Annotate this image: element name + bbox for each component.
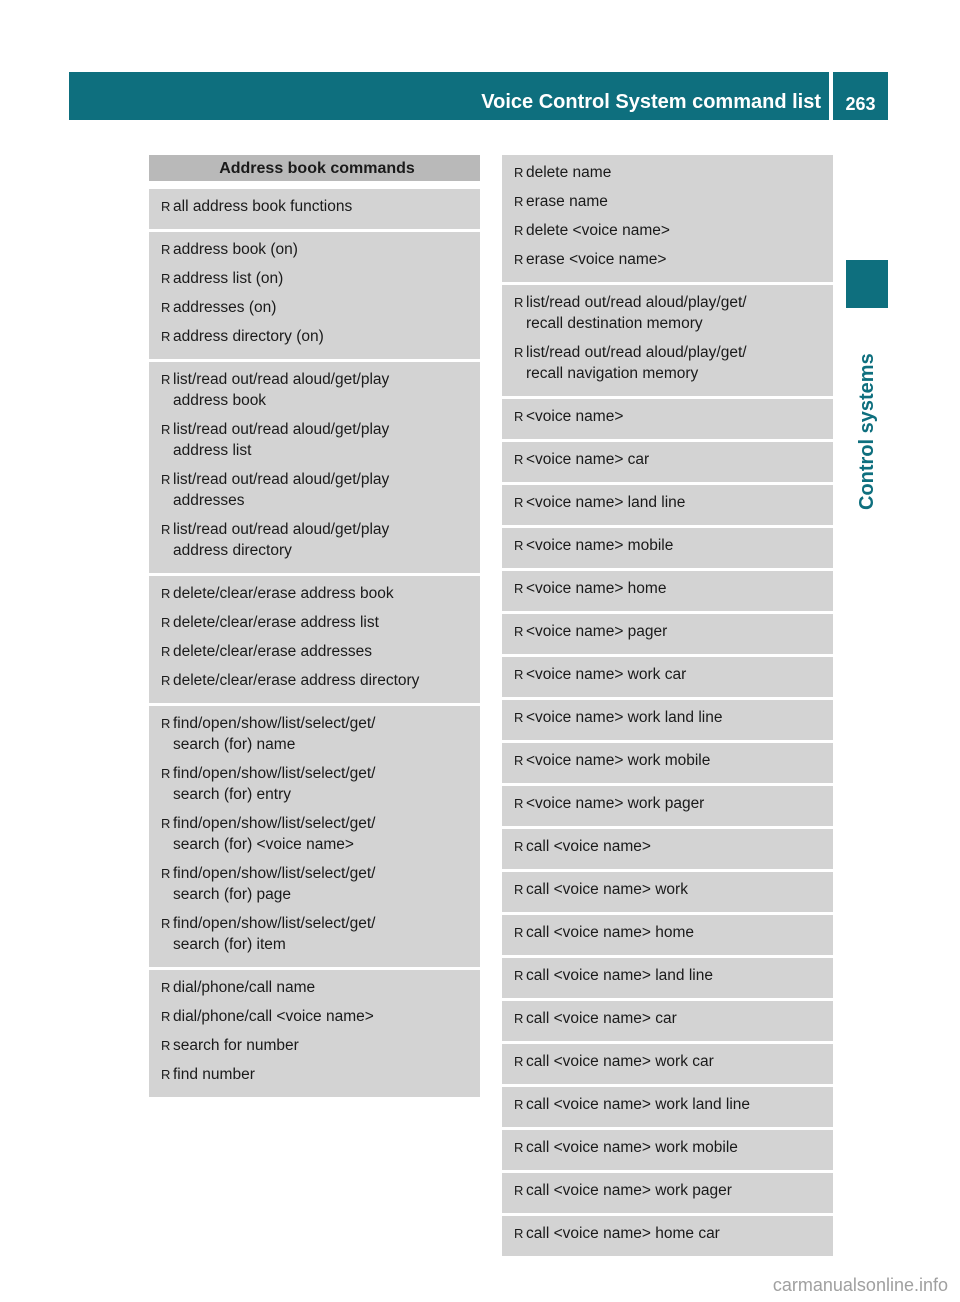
command-group [149, 189, 480, 229]
command-group [502, 743, 833, 783]
bullet-icon: R [514, 753, 524, 768]
bullet-icon: R [514, 882, 524, 897]
command-text: delete/clear/erase address list [173, 614, 379, 631]
table-heading: Address book commands [149, 155, 480, 181]
command-text: list/read out/read aloud/get/play address list [173, 421, 390, 459]
command-text: search for number [173, 1037, 299, 1054]
command-group [502, 829, 833, 869]
page-number: 263 [833, 72, 888, 120]
command-text: find/open/show/list/select/get/ search (for) <voice name> [173, 815, 376, 853]
command-text: call <voice name> work [526, 881, 688, 898]
bullet-icon: R [514, 1226, 524, 1241]
command-item [161, 326, 468, 347]
command-group [502, 786, 833, 826]
command-item [514, 1180, 821, 1201]
bullet-icon: R [161, 766, 171, 781]
command-group [502, 285, 833, 396]
bullet-icon: R [161, 472, 171, 487]
command-group [502, 700, 833, 740]
command-groups [149, 189, 480, 1097]
bullet-icon: R [514, 968, 524, 983]
command-item [161, 297, 468, 318]
command-groups [502, 155, 833, 1256]
command-text: list/read out/read aloud/get/play addresses [173, 471, 390, 509]
command-text: list/read out/read aloud/play/get/ recall destination memory [526, 294, 747, 332]
command-text: delete/clear/erase addresses [173, 643, 373, 660]
command-item [514, 162, 821, 183]
bullet-icon: R [161, 422, 171, 437]
command-text: find/open/show/list/select/get/ search (for) entry [173, 765, 376, 803]
command-text: call <voice name> home [526, 924, 695, 941]
command-group [502, 1001, 833, 1041]
command-item [161, 239, 468, 260]
command-group [149, 232, 480, 359]
command-item [161, 813, 468, 855]
command-item [514, 342, 821, 384]
command-item [161, 1035, 468, 1056]
bullet-icon: R [161, 329, 171, 344]
command-item [161, 612, 468, 633]
bullet-icon: R [514, 409, 524, 424]
command-item [161, 713, 468, 755]
command-text: <voice name> mobile [526, 537, 674, 554]
bullet-icon: R [161, 980, 171, 995]
command-item [161, 977, 468, 998]
command-text: call <voice name> work land line [526, 1096, 751, 1113]
bullet-icon: R [514, 252, 524, 267]
command-item [514, 922, 821, 943]
command-item [161, 670, 468, 691]
command-text: dial/phone/call name [173, 979, 316, 996]
command-text: address list (on) [173, 270, 284, 287]
bullet-icon: R [514, 710, 524, 725]
command-item [514, 836, 821, 857]
command-group [502, 1216, 833, 1256]
command-group [502, 872, 833, 912]
bullet-icon: R [161, 716, 171, 731]
command-group [149, 362, 480, 573]
command-text: <voice name> work mobile [526, 752, 711, 769]
section-tab [846, 260, 888, 308]
command-item [514, 406, 821, 427]
bullet-icon: R [514, 796, 524, 811]
command-group [502, 485, 833, 525]
bullet-icon: R [514, 538, 524, 553]
bullet-icon: R [161, 300, 171, 315]
command-text: <voice name> pager [526, 623, 668, 640]
bullet-icon: R [161, 372, 171, 387]
bullet-icon: R [514, 345, 524, 360]
command-text: delete name [526, 164, 612, 181]
command-item [514, 621, 821, 642]
bullet-icon: R [514, 624, 524, 639]
command-text: <voice name> work land line [526, 709, 723, 726]
command-item [514, 664, 821, 685]
command-item [514, 492, 821, 513]
command-group [149, 706, 480, 967]
command-text: dial/phone/call <voice name> [173, 1008, 374, 1025]
address-book-commands-table [149, 155, 480, 1097]
command-text: list/read out/read aloud/get/play address book [173, 371, 390, 409]
command-text: call <voice name> [526, 838, 651, 855]
command-item [514, 707, 821, 728]
command-group [502, 1044, 833, 1084]
command-item [161, 763, 468, 805]
watermark: carmanualsonline.info [772, 1275, 948, 1295]
page-title: Voice Control System command list [481, 91, 821, 113]
bullet-icon: R [514, 581, 524, 596]
command-item [514, 879, 821, 900]
command-text: <voice name> home [526, 580, 667, 597]
command-item [161, 419, 468, 461]
command-item [161, 519, 468, 561]
bullet-icon: R [514, 452, 524, 467]
command-group [502, 614, 833, 654]
command-text: list/read out/read aloud/play/get/ recall navigation memory [526, 344, 747, 382]
command-item [514, 220, 821, 241]
bullet-icon: R [514, 1097, 524, 1112]
command-text: find/open/show/list/select/get/ search (for) name [173, 715, 376, 753]
command-text: call <voice name> work mobile [526, 1139, 738, 1156]
bullet-icon: R [161, 1067, 171, 1082]
bullet-icon: R [514, 1011, 524, 1026]
bullet-icon: R [161, 242, 171, 257]
command-item [514, 249, 821, 270]
command-group [149, 576, 480, 703]
bullet-icon: R [161, 1009, 171, 1024]
bullet-icon: R [161, 1038, 171, 1053]
bullet-icon: R [161, 522, 171, 537]
command-item [514, 1137, 821, 1158]
command-text: list/read out/read aloud/get/play address directory [173, 521, 390, 559]
command-item [161, 369, 468, 411]
command-item [514, 535, 821, 556]
command-text: <voice name> [526, 408, 624, 425]
command-text: address directory (on) [173, 328, 324, 345]
command-group [502, 1130, 833, 1170]
bullet-icon: R [514, 495, 524, 510]
command-text: <voice name> work pager [526, 795, 705, 812]
command-group [502, 399, 833, 439]
bullet-icon: R [514, 667, 524, 682]
command-text: delete/clear/erase address directory [173, 672, 420, 689]
bullet-icon: R [161, 866, 171, 881]
command-text: find/open/show/list/select/get/ search (for) item [173, 915, 376, 953]
command-item [161, 1064, 468, 1085]
bullet-icon: R [514, 839, 524, 854]
command-text: find number [173, 1066, 255, 1083]
command-item [161, 913, 468, 955]
command-item [514, 1051, 821, 1072]
command-group [502, 442, 833, 482]
command-text: delete <voice name> [526, 222, 670, 239]
command-item [514, 793, 821, 814]
bullet-icon: R [161, 816, 171, 831]
command-text: call <voice name> work car [526, 1053, 714, 1070]
command-group [502, 657, 833, 697]
command-item [514, 750, 821, 771]
command-group [149, 970, 480, 1097]
command-text: call <voice name> work pager [526, 1182, 732, 1199]
command-item [161, 268, 468, 289]
command-group [502, 1087, 833, 1127]
command-item [161, 1006, 468, 1027]
command-text: erase name [526, 193, 608, 210]
command-item [514, 449, 821, 470]
bullet-icon: R [514, 295, 524, 310]
command-group [502, 958, 833, 998]
command-item [161, 469, 468, 511]
command-text: find/open/show/list/select/get/ search (for) page [173, 865, 376, 903]
command-item [514, 191, 821, 212]
command-group [502, 528, 833, 568]
command-text: call <voice name> car [526, 1010, 677, 1027]
command-item [161, 196, 468, 217]
command-group [502, 915, 833, 955]
command-item [514, 1094, 821, 1115]
command-text: addresses (on) [173, 299, 277, 316]
command-text: erase <voice name> [526, 251, 667, 268]
bullet-icon: R [514, 1054, 524, 1069]
bullet-icon: R [514, 1140, 524, 1155]
command-item [161, 583, 468, 604]
command-text: address book (on) [173, 241, 298, 258]
command-item [161, 863, 468, 905]
header-bar [69, 72, 829, 120]
command-item [514, 1223, 821, 1244]
command-item [514, 292, 821, 334]
bullet-icon: R [161, 673, 171, 688]
command-item [514, 578, 821, 599]
bullet-icon: R [514, 1183, 524, 1198]
bullet-icon: R [161, 615, 171, 630]
bullet-icon: R [514, 165, 524, 180]
command-group [502, 155, 833, 282]
command-text: call <voice name> land line [526, 967, 713, 984]
bullet-icon: R [514, 223, 524, 238]
voice-name-commands-table [502, 155, 833, 1256]
command-text: <voice name> work car [526, 666, 687, 683]
bullet-icon: R [514, 925, 524, 940]
command-item [161, 641, 468, 662]
command-group [502, 571, 833, 611]
command-text: call <voice name> home car [526, 1225, 720, 1242]
command-item [514, 965, 821, 986]
command-text: delete/clear/erase address book [173, 585, 394, 602]
bullet-icon: R [161, 644, 171, 659]
command-text: <voice name> land line [526, 494, 686, 511]
section-label: Control systems [856, 353, 878, 510]
bullet-icon: R [161, 271, 171, 286]
bullet-icon: R [514, 194, 524, 209]
command-text: all address book functions [173, 198, 353, 215]
bullet-icon: R [161, 586, 171, 601]
bullet-icon: R [161, 199, 171, 214]
command-group [502, 1173, 833, 1213]
bullet-icon: R [161, 916, 171, 931]
command-item [514, 1008, 821, 1029]
command-text: <voice name> car [526, 451, 650, 468]
